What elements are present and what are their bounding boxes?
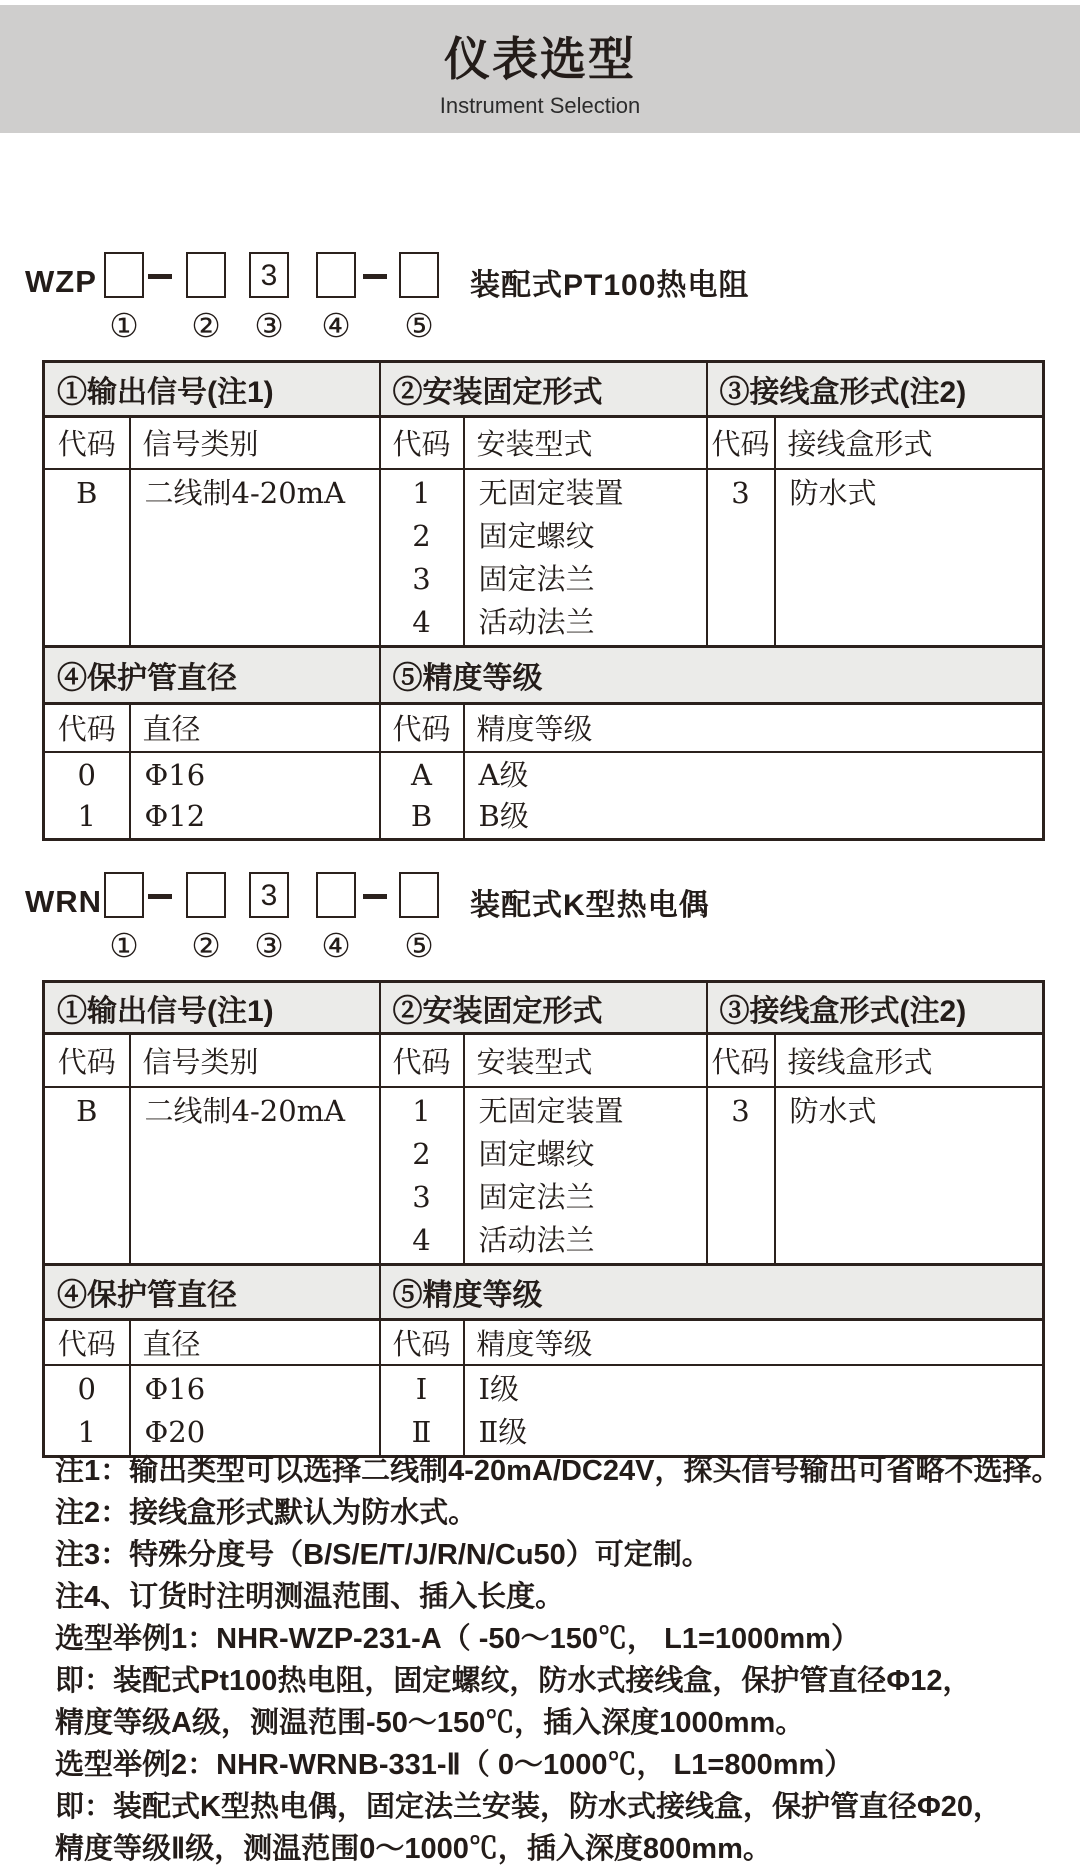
group-header-cell: ④保护管直径	[44, 646, 380, 703]
label-cell: 无固定装置 固定螺纹 固定法兰 活动法兰	[464, 1087, 707, 1265]
subheader-cell: 代码	[380, 1319, 464, 1365]
subheader-cell: 代码	[380, 417, 464, 469]
table-row	[44, 469, 1044, 647]
code-cell: 0 1	[44, 752, 130, 840]
notes-block	[55, 1450, 1065, 1870]
wrn-code-diagram	[0, 868, 1080, 978]
label-cell: 二线制4-20mA	[130, 469, 380, 647]
note-line: 注3：特殊分度号（B/S/E/T/J/R/N/Cu50）可定制。	[55, 1539, 711, 1571]
position-marker-1: ①	[109, 307, 139, 344]
wzp-selection-table	[42, 360, 1045, 841]
label-cell: Φ16 Φ12	[130, 752, 380, 840]
subheader-cell: 接线盒形式	[775, 417, 1044, 469]
position-marker-5: ⑤	[404, 927, 434, 964]
wrn-description: 装配式K型热电偶	[470, 889, 710, 922]
position-marker-4: ④	[321, 927, 351, 964]
subheader-cell: 代码	[380, 1034, 464, 1087]
label-cell: A级 B级	[464, 752, 1044, 840]
code-cell: B	[44, 1087, 130, 1265]
code-cell: Ⅰ Ⅱ	[380, 1365, 464, 1457]
table-row	[44, 1087, 1044, 1265]
group-header-cell: ①输出信号(注1)	[44, 982, 380, 1034]
table-row	[44, 417, 1044, 469]
position-marker-5: ⑤	[404, 307, 434, 344]
wrn-code-box-3: 3	[249, 872, 289, 918]
group-header-cell: ②安装固定形式	[380, 982, 707, 1034]
page-title: 仪表选型	[444, 33, 636, 85]
note-line: 即：装配式K型热电偶，固定法兰安装，防水式接线盒，保护管直径Φ20，	[55, 1791, 1003, 1823]
code-cell: 1 2 3 4	[380, 1087, 464, 1265]
note-line: 即：装配式Pt100热电阻，固定螺纹，防水式接线盒，保护管直径Φ12，	[55, 1665, 972, 1697]
wzp-code-box-4	[316, 252, 356, 298]
label-cell: Φ16 Φ20	[130, 1365, 380, 1457]
page-subtitle: Instrument Selection	[439, 93, 641, 118]
table-row	[44, 752, 1044, 840]
note-line: 精度等级Ⅱ级，测温范围0～1000℃，插入深度800mm。	[55, 1833, 772, 1865]
code-cell: 0 1	[44, 1365, 130, 1457]
subheader-cell: 直径	[130, 1319, 380, 1365]
subheader-cell: 代码	[44, 1034, 130, 1087]
wzp-code-box-2	[186, 252, 226, 298]
table-row	[44, 703, 1044, 752]
position-marker-4: ④	[321, 307, 351, 344]
wrn-model-label: WRN	[25, 884, 103, 919]
wzp-code-diagram	[0, 248, 1080, 358]
wzp-code-box-5	[399, 252, 439, 298]
wzp-code-box-1	[104, 252, 144, 298]
note-line: 选型举例1：NHR-WZP-231-A（ -50～150℃， L1=1000mm）	[55, 1623, 860, 1655]
group-header-cell: ⑤精度等级	[380, 646, 1044, 703]
wzp-code-box-3: 3	[249, 252, 289, 298]
subheader-cell: 代码	[707, 417, 775, 469]
label-cell: 防水式	[775, 1087, 1044, 1265]
table-row	[44, 646, 1044, 703]
note-line: 精度等级A级，测温范围-50～150℃，插入深度1000mm。	[55, 1707, 805, 1739]
wrn-code-box-1	[104, 872, 144, 918]
group-header-cell: ②安装固定形式	[380, 362, 707, 417]
label-cell: 防水式	[775, 469, 1044, 647]
dash-separator-icon	[363, 894, 387, 899]
wrn-selection-table	[42, 980, 1045, 1458]
code-cell: B	[44, 469, 130, 647]
note-line: 选型举例2：NHR-WRNB-331-Ⅱ（ 0～1000℃， L1=800mm）	[55, 1749, 854, 1781]
position-marker-2: ②	[191, 307, 221, 344]
position-marker-3: ③	[254, 307, 284, 344]
page-header-band	[0, 5, 1080, 133]
table-row	[44, 1034, 1044, 1087]
code-cell: A B	[380, 752, 464, 840]
position-marker-2: ②	[191, 927, 221, 964]
subheader-cell: 代码	[44, 417, 130, 469]
table-row	[44, 1264, 1044, 1319]
wrn-code-box-4	[316, 872, 356, 918]
code-cell: 3	[707, 469, 775, 647]
subheader-cell: 代码	[44, 703, 130, 752]
subheader-cell: 信号类别	[130, 1034, 380, 1087]
table-row	[44, 982, 1044, 1034]
subheader-cell: 代码	[707, 1034, 775, 1087]
label-cell: 无固定装置 固定螺纹 固定法兰 活动法兰	[464, 469, 707, 647]
subheader-cell: 接线盒形式	[775, 1034, 1044, 1087]
subheader-cell: 安装型式	[464, 417, 707, 469]
dash-separator-icon	[148, 274, 172, 279]
subheader-cell: 代码	[380, 703, 464, 752]
subheader-cell: 直径	[130, 703, 380, 752]
note-line: 注1：输出类型可以选择二线制4-20mA/DC24V，探头信号输出可省略不选择。	[55, 1455, 1061, 1487]
wrn-code-box-2	[186, 872, 226, 918]
table-row	[44, 362, 1044, 417]
table-row	[44, 1319, 1044, 1365]
position-marker-3: ③	[254, 927, 284, 964]
dash-separator-icon	[148, 894, 172, 899]
note-line: 注2：接线盒形式默认为防水式。	[55, 1497, 478, 1529]
label-cell: 二线制4-20mA	[130, 1087, 380, 1265]
group-header-cell: ⑤精度等级	[380, 1264, 1044, 1319]
position-marker-1: ①	[109, 927, 139, 964]
dash-separator-icon	[363, 274, 387, 279]
wzp-description: 装配式PT100热电阻	[470, 269, 750, 302]
subheader-cell: 信号类别	[130, 417, 380, 469]
label-cell: Ⅰ级 Ⅱ级	[464, 1365, 1044, 1457]
wrn-code-box-5	[399, 872, 439, 918]
group-header-cell: ③接线盒形式(注2)	[707, 982, 1044, 1034]
table-row	[44, 1365, 1044, 1457]
subheader-cell: 精度等级	[464, 1319, 1044, 1365]
wzp-model-label: WZP	[25, 264, 97, 299]
note-line: 注4、订货时注明测温范围、插入长度。	[55, 1581, 565, 1613]
group-header-cell: ①输出信号(注1)	[44, 362, 380, 417]
code-cell: 1 2 3 4	[380, 469, 464, 647]
code-cell: 3	[707, 1087, 775, 1265]
group-header-cell: ④保护管直径	[44, 1264, 380, 1319]
subheader-cell: 精度等级	[464, 703, 1044, 752]
group-header-cell: ③接线盒形式(注2)	[707, 362, 1044, 417]
subheader-cell: 代码	[44, 1319, 130, 1365]
subheader-cell: 安装型式	[464, 1034, 707, 1087]
